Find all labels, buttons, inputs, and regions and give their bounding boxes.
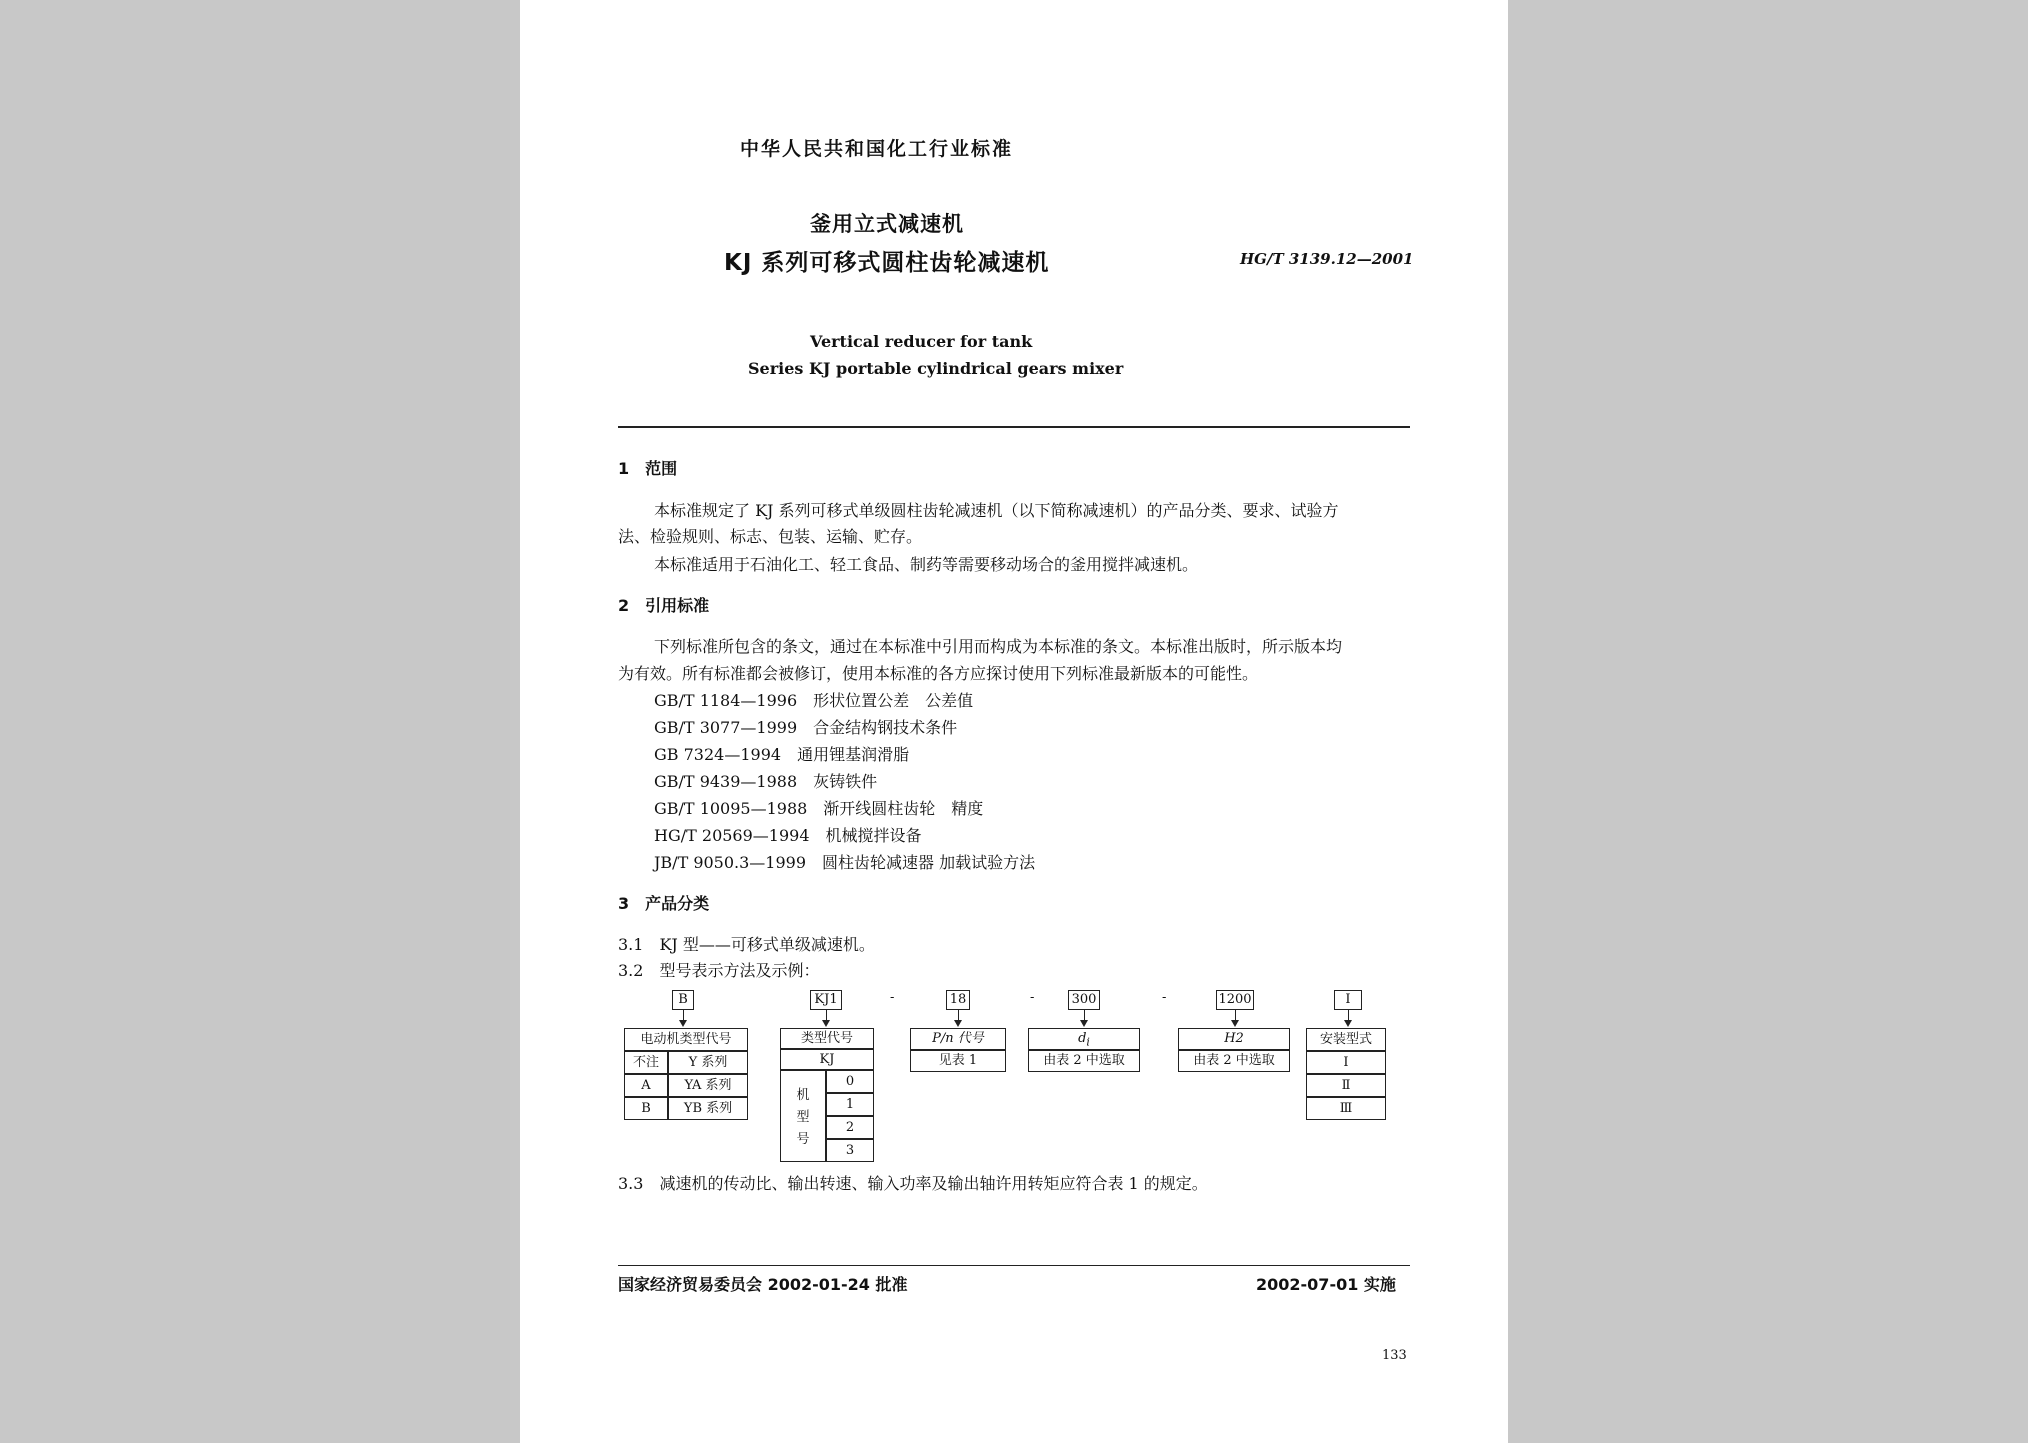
section1-para1-line1: 本标准规定了 KJ 系列可移式单级圆柱齿轮减速机（以下简称减速机）的产品分类、要求、试验方	[654, 501, 1339, 520]
machine-size-number: 3	[826, 1139, 874, 1162]
diagram-tag-di: 300	[1068, 990, 1100, 1010]
diagram-arrow	[1231, 1020, 1239, 1027]
pn-value: 见表 1	[910, 1050, 1006, 1072]
diagram-dash: -	[890, 990, 895, 1005]
diagram-tag-pn: 18	[946, 990, 970, 1010]
diagram-arrow	[1080, 1020, 1088, 1027]
machine-size-number: 1	[826, 1093, 874, 1116]
type-table-title: 类型代号	[780, 1028, 874, 1049]
page-number: 133	[1382, 1348, 1407, 1363]
header-divider	[618, 426, 1410, 428]
standard-number: HG/T 3139.12—2001	[1240, 250, 1414, 268]
section1-para1-line2: 法、检验规则、标志、包装、运输、贮存。	[618, 527, 923, 546]
diagram-tag-motor: B	[672, 990, 694, 1010]
di-title: $d_i$	[1028, 1028, 1140, 1050]
reference-item: GB/T 1184—1996 形状位置公差 公差值	[654, 691, 974, 710]
reference-item: GB/T 10095—1988 渐开线圆柱齿轮 精度	[654, 799, 984, 818]
install-type-value: Ⅱ	[1306, 1074, 1386, 1097]
section3-item-3-3: 3.3 减速机的传动比、输出转速、输入功率及输出轴许用转矩应符合表 1 的规定。	[618, 1174, 1208, 1193]
diagram-arrow	[822, 1020, 830, 1027]
issuing-organization: 中华人民共和国化工行业标准	[740, 138, 1014, 160]
machine-size-number: 2	[826, 1116, 874, 1139]
reference-item: GB/T 3077—1999 合金结构钢技术条件	[654, 718, 958, 737]
di-value: 由表 2 中选取	[1028, 1050, 1140, 1072]
footer-divider	[618, 1265, 1410, 1266]
diagram-connector	[1348, 1010, 1349, 1020]
approval-date: 国家经济贸易委员会 2002-01-24 批准	[618, 1275, 908, 1294]
section3-item-3-1: 3.1 KJ 型——可移式单级减速机。	[618, 935, 875, 954]
title-english-line1: Vertical reducer for tank	[810, 332, 1033, 351]
install-type-value: Ⅲ	[1306, 1097, 1386, 1120]
motor-code: A	[624, 1074, 668, 1097]
diagram-tag-type: KJ1	[810, 990, 842, 1010]
motor-series: YB 系列	[668, 1097, 748, 1120]
machine-size-label: 机 型 号	[780, 1070, 826, 1162]
diagram-connector	[1084, 1010, 1085, 1020]
section3-heading: 3 产品分类	[618, 894, 710, 913]
section2-para1-line2: 为有效。所有标准都会被修订，使用本标准的各方应探讨使用下列标准最新版本的可能性。	[618, 664, 1259, 683]
diagram-dash: -	[1030, 990, 1035, 1005]
diagram-connector	[958, 1010, 959, 1020]
type-code: KJ	[780, 1049, 874, 1070]
diagram-tag-h2: 1200	[1216, 990, 1254, 1010]
h2-title: H2	[1178, 1028, 1290, 1050]
diagram-arrow	[679, 1020, 687, 1027]
pn-title: P/n 代号	[910, 1028, 1006, 1050]
motor-series: YA 系列	[668, 1074, 748, 1097]
title-chinese-line1: 釜用立式减速机	[810, 212, 964, 236]
section3-item-3-2: 3.2 型号表示方法及示例：	[618, 961, 820, 980]
section1-heading: 1 范围	[618, 459, 678, 478]
diagram-connector	[1235, 1010, 1236, 1020]
reference-item: JB/T 9050.3—1999 圆柱齿轮减速器 加载试验方法	[654, 853, 1036, 872]
section2-heading: 2 引用标准	[618, 596, 710, 615]
motor-table-title: 电动机类型代号	[624, 1028, 748, 1051]
section2-para1-line1: 下列标准所包含的条文，通过在本标准中引用而构成为本标准的条文。本标准出版时，所示版本均	[654, 637, 1343, 656]
motor-code: B	[624, 1097, 668, 1120]
diagram-arrow	[954, 1020, 962, 1027]
h2-value: 由表 2 中选取	[1178, 1050, 1290, 1072]
reference-item: GB/T 9439—1988 灰铸铁件	[654, 772, 878, 791]
motor-code: 不注	[624, 1051, 668, 1074]
install-table-title: 安装型式	[1306, 1028, 1386, 1051]
diagram-connector	[826, 1010, 827, 1020]
diagram-tag-install: Ⅰ	[1334, 990, 1362, 1010]
machine-size-number: 0	[826, 1070, 874, 1093]
motor-series: Y 系列	[668, 1051, 748, 1074]
document-page	[520, 0, 1508, 1443]
diagram-connector	[683, 1010, 684, 1020]
di-subscript: i	[1086, 1035, 1090, 1049]
reference-item: HG/T 20569—1994 机械搅拌设备	[654, 826, 922, 845]
diagram-dash: -	[1162, 990, 1167, 1005]
diagram-arrow	[1344, 1020, 1352, 1027]
install-type-value: Ⅰ	[1306, 1051, 1386, 1074]
title-english-line2: Series KJ portable cylindrical gears mixer	[748, 359, 1124, 378]
section1-para2: 本标准适用于石油化工、轻工食品、制药等需要移动场合的釜用搅拌减速机。	[654, 555, 1199, 574]
implementation-date: 2002-07-01 实施	[1256, 1275, 1396, 1294]
reference-item: GB 7324—1994 通用锂基润滑脂	[654, 745, 910, 764]
title-chinese-line2: KJ 系列可移式圆柱齿轮减速机	[724, 250, 1050, 276]
